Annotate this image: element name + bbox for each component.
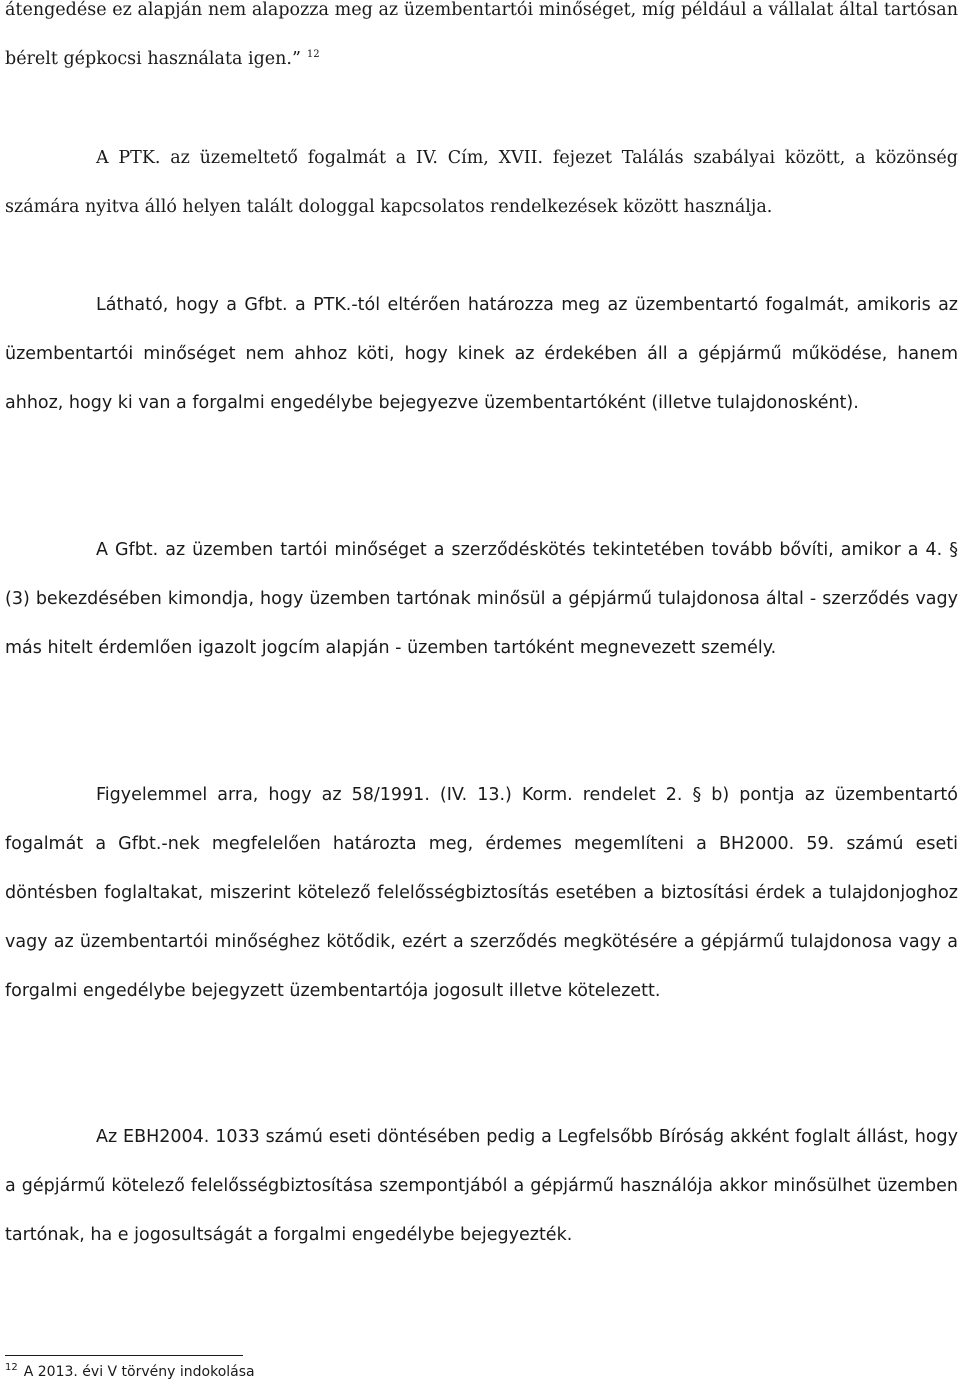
paragraph-bh2000: Figyelemmel arra, hogy az 58/1991. (IV. 13.) Korm. rendelet 2. § b) pontja az üzembentartó fogalmát a Gfbt.-nek megfelelően határozta meg, érdemes megemlíteni a BH2000. 59. számú eseti döntésben foglaltakat, miszerint kötelező felelősségbiztosítás esetében a biztosítási érdek a tulajdonjoghoz vagy az üzembentartói minőséghez kötődik, ezért a szerződés megkötésére a gépjármű tulajdonosa vagy a forgalmi engedélybe bejegyzett üzembentartója jogosult illetve kötelezett.	[5, 785, 958, 1001]
paragraph-text: átengedése ez alapján nem alapozza meg az üzembentartói minőséget, míg például a vállalat által tartósan bérelt gépkocsi használata igen.”	[5, 0, 958, 69]
footnote-text: A 2013. évi V törvény indokolása	[23, 1364, 255, 1380]
paragraph-continuation	[5, 0, 958, 84]
paragraph-ebh2004: Az EBH2004. 1033 számú eseti döntésében pedig a Legfelsőbb Bíróság akként foglalt állást, hogy a gépjármű kötelező felelősségbiztosítása szempontjából a gépjármű használója akkor minősülhet üzemben tartónak, ha e jogosultságát a forgalmi engedélybe bejegyezték.	[5, 1127, 958, 1245]
footnote-mark: 12	[5, 1362, 18, 1374]
paragraph-gfbt-extension: A Gfbt. az üzemben tartói minőséget a szerződéskötés tekintetében tovább bővíti, amikor a 4. § (3) bekezdésében kimondja, hogy üzemben tartónak minősül a gépjármű tulajdonosa által - szerződés vagy más hitelt érdemlően igazolt jogcím alapján - üzemben tartóként megnevezett személy.	[5, 540, 958, 658]
paragraph-gfbt-difference: Látható, hogy a Gfbt. a PTK.-tól eltérően határozza meg az üzembentartó fogalmát, amikoris az üzembentartói minőséget nem ahhoz köti, hogy kinek az érdekében áll a gépjármű működése, hanem ahhoz, hogy ki van a forgalmi engedélybe bejegyezve üzembentartóként (illetve tulajdonosként).	[5, 295, 958, 413]
footnote	[5, 1362, 255, 1382]
footnote-reference[interactable]: 12	[306, 49, 320, 61]
footnote-separator	[5, 1355, 243, 1356]
paragraph-ptk: A PTK. az üzemeltető fogalmát a IV. Cím, XVII. fejezet Találás szabályai között, a közönség számára nyitva álló helyen talált dologgal kapcsolatos rendelkezések között használja.	[5, 148, 958, 217]
